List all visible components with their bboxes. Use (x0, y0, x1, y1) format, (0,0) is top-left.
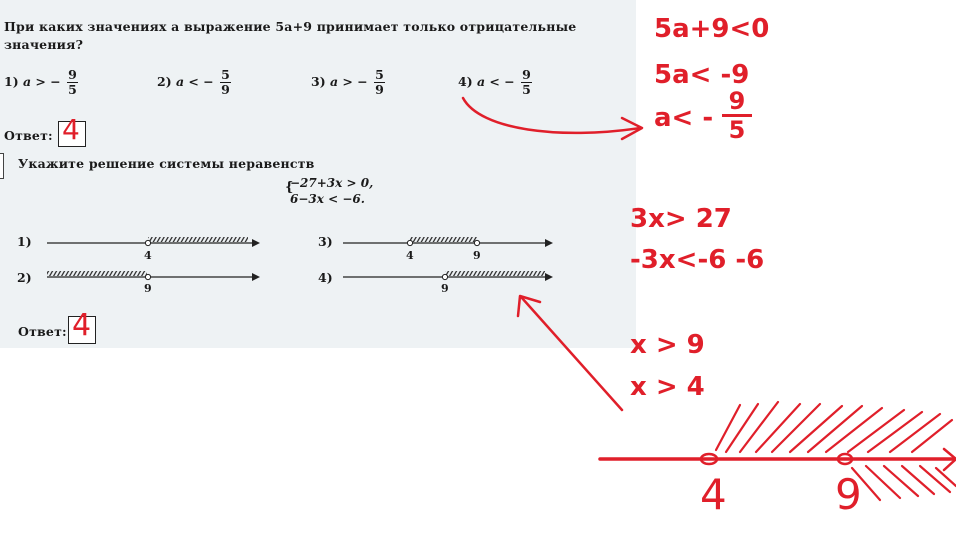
system-line1: −27+3x > 0, (290, 176, 374, 190)
note-frac-den: 5 (728, 116, 746, 144)
note-line4: 3x> 27 (630, 204, 732, 234)
fraction-numerator: 5 (221, 67, 230, 82)
note-line7: x > 4 (630, 372, 705, 402)
task1-answer-value: 4 (62, 113, 80, 146)
note-line3: a< - (654, 103, 714, 133)
fraction-numerator: 9 (68, 67, 77, 82)
note-line5: -3x<-6 -6 (630, 245, 765, 275)
tick-label-opt3-b: 9 (473, 249, 481, 262)
task2-question: Укажите решение системы неравенств (18, 156, 315, 171)
tick-label-opt2: 9 (144, 282, 152, 295)
red-arrow-curve-1 (463, 98, 640, 133)
number-line-opt4 (343, 271, 553, 281)
option-inequality: a < − (175, 74, 214, 89)
task2-option-1-label: 1) (17, 234, 32, 249)
task2-answer-value: 4 (72, 308, 92, 343)
option-inequality: a > − (22, 74, 61, 89)
tick-label-opt4: 9 (441, 282, 449, 295)
option-number: 1) (4, 74, 19, 89)
number-line-opt3 (343, 237, 553, 247)
task2-option-3-label: 3) (318, 234, 333, 249)
system-line2: 6−3x < −6. (290, 192, 365, 206)
option-number: 3) (311, 74, 326, 89)
option-number: 2) (157, 74, 172, 89)
number-line-opt1 (47, 237, 260, 247)
fraction-numerator: 9 (522, 67, 531, 82)
option-inequality: a < − (476, 74, 515, 89)
task1-question-line2: значения? (4, 37, 84, 52)
task2-option-4-label: 4) (318, 270, 333, 285)
task1-question-line1: При каких значениях a выражение 5a+9 принимает только отрицательные (4, 19, 577, 34)
number-line-opt2 (47, 271, 260, 281)
note-line6: x > 9 (630, 330, 705, 360)
tick-label-opt1: 4 (144, 249, 152, 262)
red-arrow-2 (522, 298, 622, 410)
fraction-denominator: 5 (68, 82, 77, 97)
option-number: 4) (458, 74, 473, 89)
red-hatch-upper (716, 402, 952, 452)
note-frac-num: 9 (722, 88, 752, 117)
axis-label-4: 4 (700, 470, 727, 519)
fraction-numerator: 5 (375, 67, 384, 82)
task2-answer-label: Ответ: (18, 324, 67, 339)
fraction-denominator: 5 (522, 82, 531, 97)
fraction-denominator: 9 (375, 82, 384, 97)
option-inequality: a > − (329, 74, 368, 89)
note-line2: 5a< -9 (654, 60, 750, 90)
tick-label-opt3-a: 4 (406, 249, 414, 262)
axis-label-9: 9 (835, 470, 862, 519)
note-line1: 5a+9<0 (654, 14, 770, 44)
fraction-denominator: 9 (221, 82, 230, 97)
task2-option-2-label: 2) (17, 270, 32, 285)
system-brace: { (285, 180, 294, 195)
red-hatch-lower (852, 466, 956, 500)
task1-answer-label: Ответ: (4, 128, 53, 143)
